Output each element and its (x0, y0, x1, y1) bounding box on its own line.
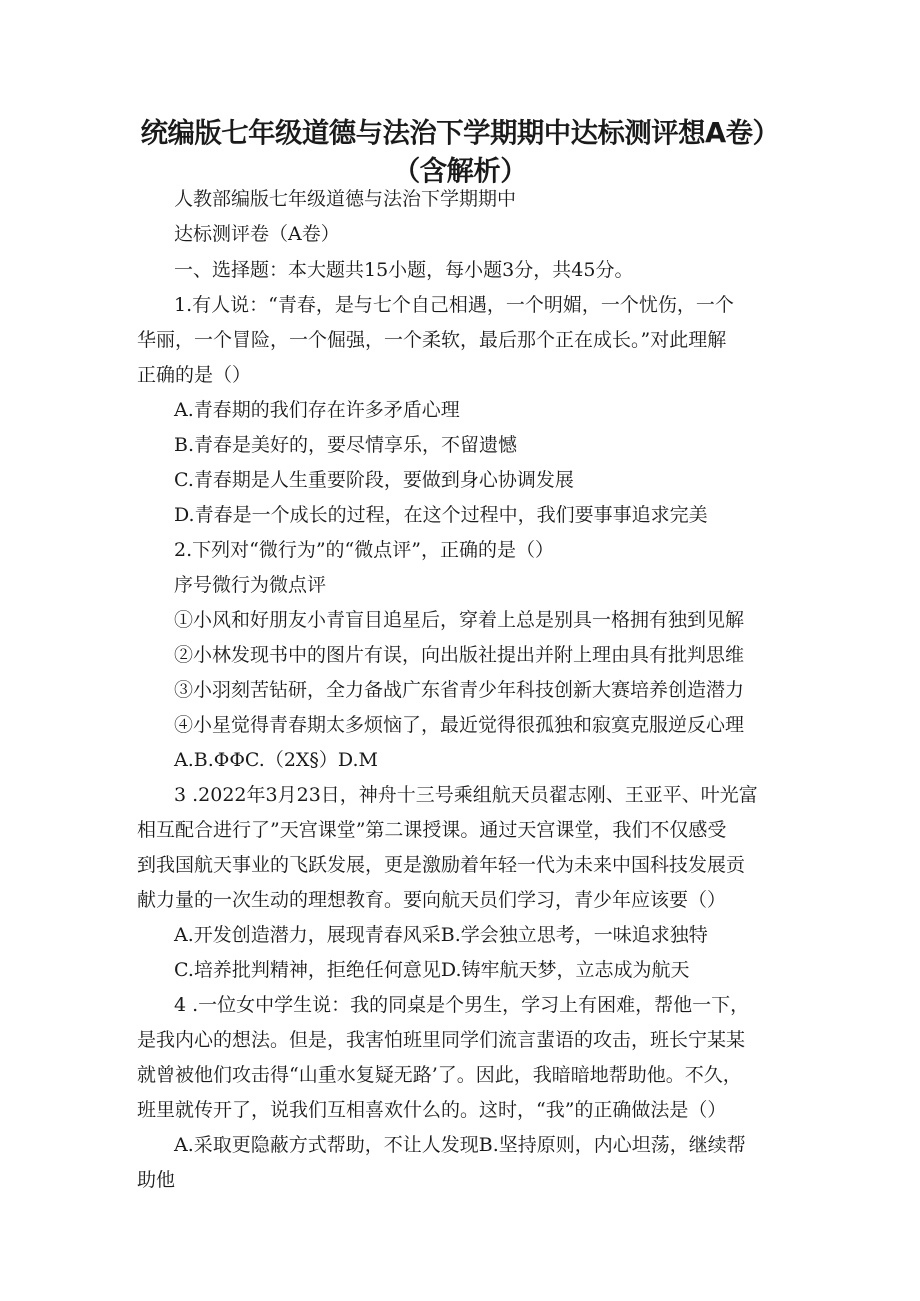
body-line: 人教部编版七年级道德与法治下学期期中 (174, 188, 517, 210)
document-title-line-2: （含解析） (392, 156, 528, 187)
body-line: 序号微行为微点评 (174, 574, 327, 596)
body-line: 4 .一位女中学生说：我的同桌是个男生，学习上有困难，帮他一下， (174, 994, 750, 1016)
body-line: A.开发创造潜力，展现青春风采B.学会独立思考，一味追求独特 (174, 924, 708, 946)
body-line: 正确的是（） (137, 364, 252, 386)
document-title-line-1: 统编版七年级道德与法治下学期期中达标测评想A卷） (140, 118, 780, 149)
body-line: 助他 (137, 1169, 176, 1191)
body-line: 就曾被他们攻击得“山重水复疑无路’了。因此，我暗暗地帮助他。不久， (137, 1064, 742, 1086)
body-line: C.青春期是人生重要阶段，要做到身心协调发展 (174, 469, 574, 491)
body-line: C.培养批判精神，拒绝任何意见D.铸牢航天梦，立志成为航天 (174, 959, 690, 981)
body-line: 是我内心的想法。但是，我害怕班里同学们流言蜚语的攻击，班长宁某某 (137, 1029, 746, 1051)
body-line: 献力量的一次生动的理想教育。要向航天员们学习，青少年应该要（） (137, 889, 727, 911)
body-line: ④小星觉得青春期太多烦恼了，最近觉得很孤独和寂寞克服逆反心理 (174, 714, 745, 736)
body-line: 达标测评卷（A卷） (174, 223, 340, 245)
body-line: 2.下列对“微行为”的“微点评”，正确的是（） (174, 539, 554, 561)
body-line: D.青春是一个成长的过程，在这个过程中，我们要事事追求完美 (174, 504, 708, 526)
body-line: A.B.ΦΦC.（2X§）D.M (174, 749, 378, 771)
body-line: A.采取更隐蔽方式帮助，不让人发现B.坚持原则，内心坦荡，继续帮 (174, 1134, 746, 1156)
body-line: B.青春是美好的，要尽情享乐，不留遗憾 (174, 434, 518, 456)
body-line: ①小风和好朋友小青盲目追星后，穿着上总是别具一格拥有独到见解 (174, 609, 745, 631)
body-line: 1.有人说：“青春，是与七个自己相遇，一个明媚，一个忧伤，一个 (174, 294, 734, 316)
body-line: 3 .2022年3月23日，神舟十三号乘组航天员翟志刚、王亚平、叶光富 (174, 784, 758, 806)
body-line: ②小林发现书中的图片有误，向出版社提出并附上理由具有批判思维 (174, 644, 745, 666)
body-line: 班里就传开了，说我们互相喜欢什么的。这时，“我”的正确做法是（） (137, 1099, 727, 1121)
body-line: 华丽，一个冒险，一个倔强，一个柔软，最后那个正在成长。”对此理解 (137, 329, 727, 351)
body-line: 一、选择题：本大题共15小题，每小题3分，共45分。 (174, 259, 634, 281)
body-line: 相互配合进行了”天宫课堂”第二课授课。通过天宫课堂，我们不仅感受 (137, 819, 727, 841)
body-line: ③小羽刻苦钻研，全力备战广东省青少年科技创新大赛培养创造潜力 (174, 679, 745, 701)
body-line: 到我国航天事业的飞跃发展，更是激励着年轻一代为未来中国科技发展贡 (137, 854, 746, 876)
body-line: A.青春期的我们存在许多矛盾心理 (174, 399, 460, 421)
